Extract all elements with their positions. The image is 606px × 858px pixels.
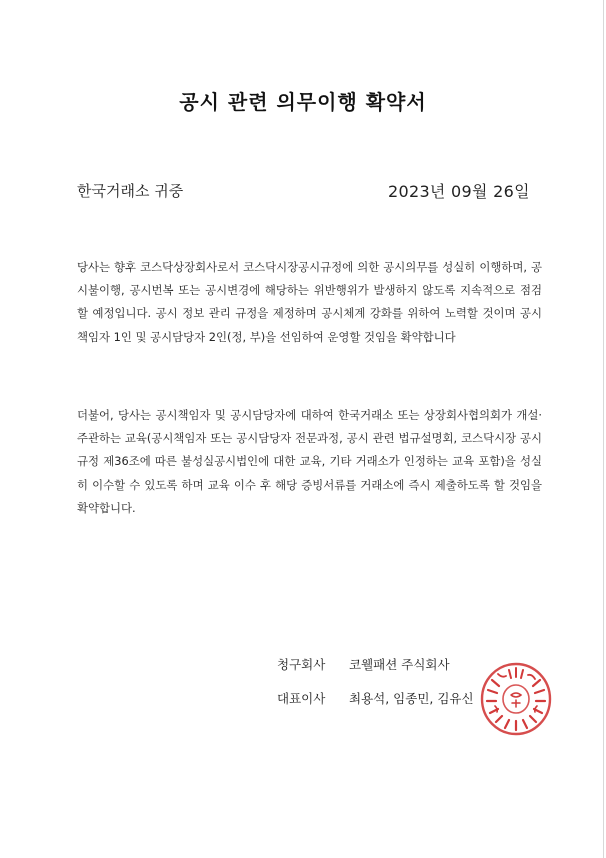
paragraph-2: 더불어, 당사는 공시책임자 및 공시담당자에 대하여 한국거래소 또는 상장회사협의회가 개설·주관하는 교육(공시책임자 또는 공시담당자 전문과정, 공시 관련 법규설명회, 코스닥시장 공시규정 제36조에 따른 불성실공시법인에 대한 교육, 기타 거래소가 인정하는 교육 포함)을 성실히 이수할 수 있도록 하며 교육 이수 후 해당 증빙서류를 거래소에 즉시 제출하도록 할 것임을 확약합니다. [77, 408, 542, 515]
representative-label: 대표이사 [277, 691, 326, 706]
company-name: 코웰패션 주식회사 [349, 657, 450, 672]
representative-names: 최용석, 임종민, 김유신 [349, 691, 474, 706]
company-seal-stamp [478, 660, 554, 738]
document-date: 2023년 09월 26일 [388, 182, 530, 201]
page-edge [603, 0, 604, 858]
addressee: 한국거래소 귀중 [77, 182, 184, 200]
document-title: 공시 관련 의무이행 확약서 [179, 90, 427, 114]
company-label: 청구회사 [277, 657, 326, 672]
seal-inner-ring [503, 685, 529, 713]
paragraph-1: 당사는 향후 코스닥상장회사로서 코스닥시장공시규정에 의한 공시의무를 성실히 이행하며, 공시불이행, 공시번복 또는 공시변경에 해당하는 위반행위가 발생하지 않도록 지속적으로 점검할 예정입니다. 공시 정보 관리 규정을 제정하며 공시체계 강화를 위하여 노력할 것이며 공시책임자 1인 및 공시담당자 2인(정, 부)을 선임하여 운영할 것임을 확약합니다 [77, 260, 542, 344]
